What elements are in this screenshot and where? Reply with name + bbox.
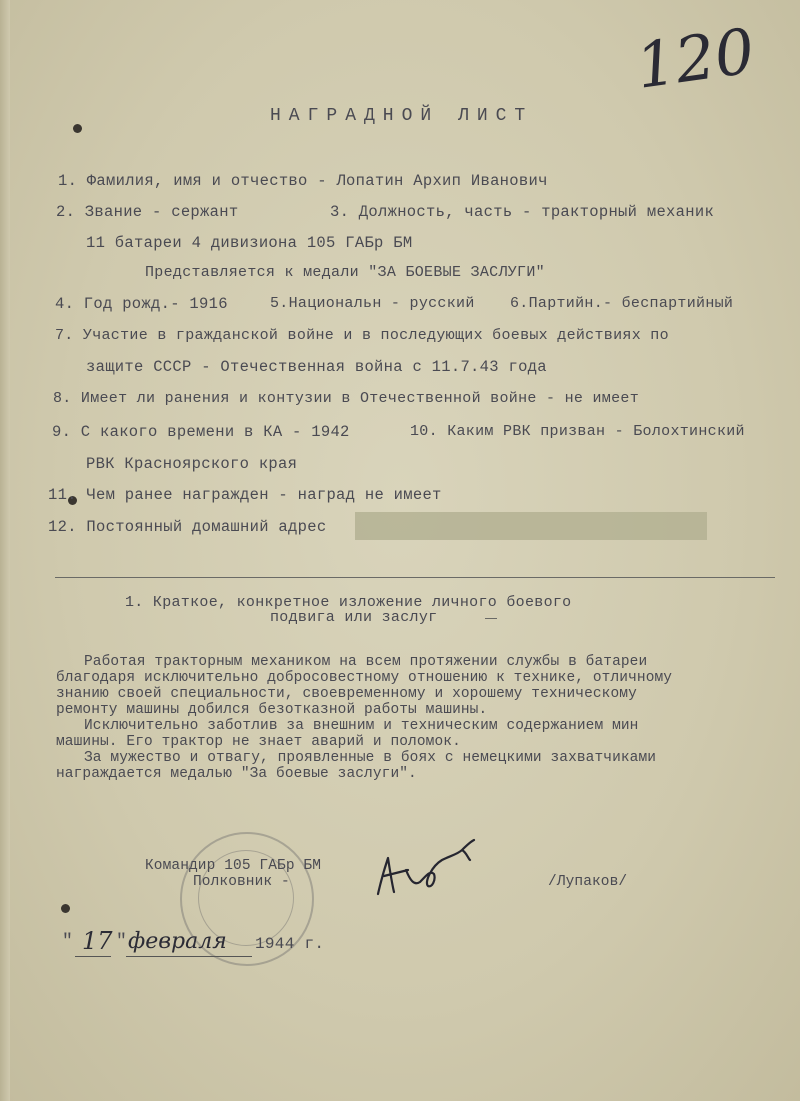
section-heading-line1: 1. Краткое, конкретное изложение личного боевого bbox=[125, 594, 572, 611]
commander-name: /Лупаков/ bbox=[548, 874, 628, 890]
field-war-participation: 7. Участие в гражданской войне и в последующих боевых действиях по bbox=[55, 327, 669, 344]
field-army-since: 9. С какого времени в КА - 1942 bbox=[52, 423, 350, 441]
body-line: ремонту машины добился безотказной работы машины. bbox=[56, 702, 488, 718]
field-full-name: 1. Фамилия, имя и отчество - Лопатин Архип Иванович bbox=[58, 172, 548, 190]
punch-hole-bottom bbox=[61, 904, 70, 913]
field-drafted-by: 10. Каким РВК призван - Болохтинский bbox=[410, 423, 745, 440]
body-line: Исключительно заботлив за внешним и техническим содержанием мин bbox=[84, 718, 639, 734]
date-close-quote: " bbox=[116, 932, 128, 952]
date-day: 17 bbox=[82, 927, 113, 955]
field-rank: 2. Звание - сержант bbox=[56, 203, 239, 221]
commander-rank: Полковник - bbox=[193, 874, 290, 890]
field-war-participation-continued: защите СССР - Отечественная война с 11.7.43 года bbox=[86, 358, 547, 376]
section-divider bbox=[55, 577, 775, 578]
date-open-quote: " bbox=[62, 932, 74, 952]
page-number: 120 bbox=[631, 14, 759, 103]
body-line: знанию своей специальности, своевременному и хорошему техническому bbox=[56, 686, 637, 702]
field-drafted-by-continued: РВК Красноярского края bbox=[86, 455, 298, 473]
field-wounds: 8. Имеет ли ранения и контузии в Отечественной войне - не имеет bbox=[53, 390, 639, 407]
date-month: февраля bbox=[128, 929, 227, 954]
body-line: За мужество и отвагу, проявленные в боях с немецкими захватчиками bbox=[84, 750, 657, 766]
medal-nomination: Представляется к медали "ЗА БОЕВЫЕ ЗАСЛУГИ" bbox=[145, 264, 545, 281]
document-title: НАГРАДНОЙ ЛИСТ bbox=[270, 106, 534, 126]
field-previous-awards: 11. Чем ранее награжден - наград не имеет bbox=[48, 486, 442, 504]
field-position-continued: 11 батареи 4 дивизиона 105 ГАБр БМ bbox=[86, 234, 413, 252]
section-heading-line2: подвига или заслуг bbox=[270, 609, 438, 626]
heading-dash bbox=[485, 618, 497, 619]
field-birth-year: 4. Год рожд.- 1916 bbox=[55, 295, 228, 313]
body-line: награждается медалью "За боевые заслуги". bbox=[56, 766, 417, 782]
body-line: Работая тракторным механиком на всем протяжении службы в батареи bbox=[84, 654, 648, 670]
date-day-underline bbox=[75, 956, 111, 957]
handwritten-signature bbox=[370, 836, 510, 906]
commander-title: Командир 105 ГАБр БМ bbox=[145, 858, 322, 874]
field-party: 6.Партийн.- беспартийный bbox=[510, 295, 734, 312]
field-home-address: 12. Постоянный домашний адрес bbox=[48, 518, 327, 536]
punch-hole-top bbox=[73, 124, 82, 133]
field-position: 3. Должность, часть - тракторный механик bbox=[330, 203, 715, 221]
field-nationality: 5.Национальн - русский bbox=[270, 295, 475, 312]
date-month-underline bbox=[126, 956, 252, 957]
body-line: благодаря исключительно добросовестному отношению к технике, отличному bbox=[56, 670, 673, 686]
body-line: машины. Его трактор не знает аварий и поломок. bbox=[56, 734, 461, 750]
date-year: 1944 г. bbox=[255, 935, 325, 953]
redacted-address bbox=[355, 512, 707, 540]
